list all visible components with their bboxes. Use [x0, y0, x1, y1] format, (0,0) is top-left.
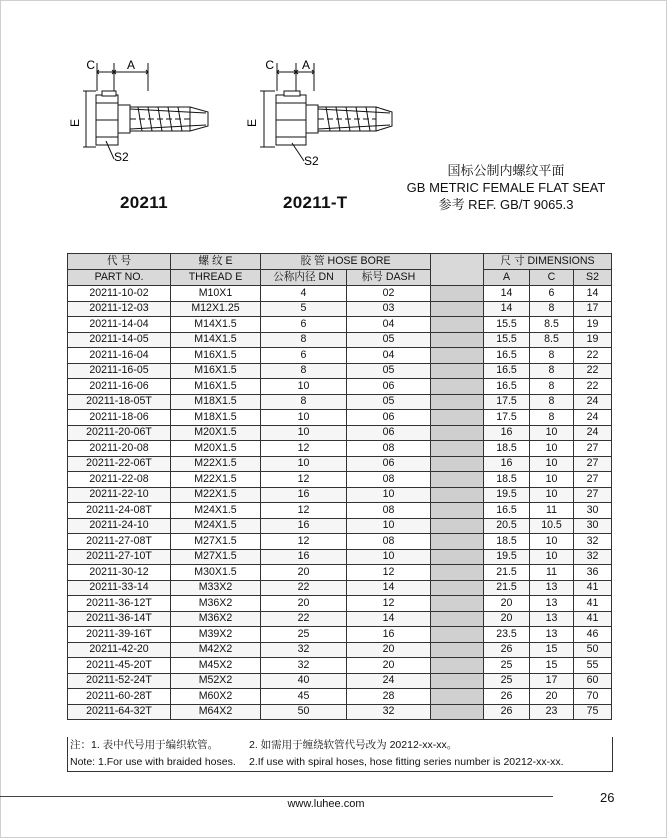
- cell-gap: [431, 363, 484, 379]
- cell-dim-a: 19.5: [484, 487, 530, 503]
- cell-dim-s2: 75: [574, 704, 612, 720]
- spec-table: [67, 253, 612, 720]
- cell-dim-c: 13: [530, 580, 574, 596]
- cell-part-no: 20211-36-14T: [68, 611, 171, 627]
- cell-dim-c: 23: [530, 704, 574, 720]
- header-thread-en: THREAD E: [171, 270, 261, 286]
- cell-dim-s2: 22: [574, 363, 612, 379]
- cell-dim-c: 8.5: [530, 317, 574, 333]
- cell-dim-c: 13: [530, 627, 574, 643]
- dim-a-label: A: [126, 58, 136, 72]
- dim-s2-label: S2: [114, 150, 129, 164]
- fitting-drawing-20211: [68, 55, 228, 175]
- table-row: [68, 456, 612, 472]
- cell-part-no: 20211-27-08T: [68, 534, 171, 550]
- cell-dash: 05: [347, 332, 431, 348]
- cell-gap: [431, 673, 484, 689]
- cell-gap: [431, 379, 484, 395]
- cell-dim-a: 17.5: [484, 394, 530, 410]
- table-row: [68, 487, 612, 503]
- table-row: [68, 301, 612, 317]
- cell-gap: [431, 456, 484, 472]
- cell-dash: 03: [347, 301, 431, 317]
- spec-header: [400, 162, 612, 213]
- cell-dim-a: 23.5: [484, 627, 530, 643]
- cell-dn: 50: [261, 704, 347, 720]
- cell-part-no: 20211-64-32T: [68, 704, 171, 720]
- cell-dim-a: 16: [484, 456, 530, 472]
- table-row: [68, 441, 612, 457]
- cell-part-no: 20211-10-02: [68, 286, 171, 302]
- cell-dim-s2: 41: [574, 580, 612, 596]
- note-cn-2: 2. 如需用于缠绕软管代号改为 20212-xx-xx。: [249, 739, 458, 751]
- cell-dn: 32: [261, 658, 347, 674]
- cell-gap: [431, 332, 484, 348]
- cell-dash: 14: [347, 611, 431, 627]
- table-row: [68, 518, 612, 534]
- cell-dim-c: 8: [530, 301, 574, 317]
- cell-dn: 12: [261, 441, 347, 457]
- cell-thread: M42X2: [171, 642, 261, 658]
- cell-dim-c: 15: [530, 642, 574, 658]
- cell-dim-c: 20: [530, 689, 574, 705]
- dim-c-label: C: [265, 58, 274, 72]
- cell-part-no: 20211-24-10: [68, 518, 171, 534]
- cell-part-no: 20211-22-06T: [68, 456, 171, 472]
- table-row: [68, 503, 612, 519]
- cell-gap: [431, 549, 484, 565]
- table-row: [68, 673, 612, 689]
- cell-dim-a: 25: [484, 673, 530, 689]
- cell-part-no: 20211-14-04: [68, 317, 171, 333]
- header-dimensions: 尺 寸 DIMENSIONS: [484, 254, 612, 270]
- table-row: [68, 642, 612, 658]
- cell-dim-c: 10: [530, 534, 574, 550]
- cell-dn: 8: [261, 332, 347, 348]
- cell-part-no: 20211-30-12: [68, 565, 171, 581]
- cell-gap: [431, 611, 484, 627]
- cell-dim-s2: 24: [574, 425, 612, 441]
- table-row: [68, 580, 612, 596]
- cell-dim-c: 8: [530, 348, 574, 364]
- cell-part-no: 20211-16-06: [68, 379, 171, 395]
- cell-dash: 06: [347, 410, 431, 426]
- cell-dim-a: 18.5: [484, 472, 530, 488]
- cell-dim-s2: 27: [574, 441, 612, 457]
- cell-thread: M16X1.5: [171, 348, 261, 364]
- cell-dim-s2: 27: [574, 487, 612, 503]
- cell-dim-c: 8: [530, 379, 574, 395]
- cell-dim-a: 14: [484, 286, 530, 302]
- dim-c-label: C: [86, 58, 95, 72]
- cell-dn: 8: [261, 394, 347, 410]
- cell-dn: 22: [261, 580, 347, 596]
- header-dim-a: A: [484, 270, 530, 286]
- table-row: [68, 410, 612, 426]
- cell-dim-c: 8: [530, 394, 574, 410]
- cell-gap: [431, 472, 484, 488]
- cell-dim-a: 16.5: [484, 363, 530, 379]
- cell-dim-s2: 41: [574, 611, 612, 627]
- cell-dash: 20: [347, 642, 431, 658]
- cell-part-no: 20211-22-10: [68, 487, 171, 503]
- table-row: [68, 348, 612, 364]
- cell-dn: 10: [261, 425, 347, 441]
- cell-thread: M33X2: [171, 580, 261, 596]
- cell-dash: 08: [347, 472, 431, 488]
- cell-dim-s2: 24: [574, 394, 612, 410]
- cell-thread: M22X1.5: [171, 472, 261, 488]
- table-row: [68, 332, 612, 348]
- cell-dash: 12: [347, 565, 431, 581]
- cell-dn: 10: [261, 410, 347, 426]
- cell-dim-c: 6: [530, 286, 574, 302]
- note-cn-1: 注：1. 表中代号用于编织软管。: [70, 739, 219, 751]
- cell-dn: 16: [261, 549, 347, 565]
- cell-part-no: 20211-33-14: [68, 580, 171, 596]
- cell-part-no: 20211-36-12T: [68, 596, 171, 612]
- cell-dim-a: 18.5: [484, 534, 530, 550]
- cell-gap: [431, 441, 484, 457]
- cell-dim-s2: 22: [574, 348, 612, 364]
- table-row: [68, 317, 612, 333]
- header-hose-bore: 胶 管 HOSE BORE: [261, 254, 431, 270]
- dim-e-label: E: [68, 118, 82, 128]
- cell-gap: [431, 642, 484, 658]
- cell-dim-s2: 30: [574, 518, 612, 534]
- cell-dash: 32: [347, 704, 431, 720]
- cell-dash: 28: [347, 689, 431, 705]
- cell-dim-a: 20: [484, 596, 530, 612]
- cell-dash: 16: [347, 627, 431, 643]
- cell-dim-a: 16.5: [484, 503, 530, 519]
- table-row: [68, 658, 612, 674]
- cell-dim-a: 17.5: [484, 410, 530, 426]
- cell-dash: 12: [347, 596, 431, 612]
- cell-dim-c: 8.5: [530, 332, 574, 348]
- cell-dash: 05: [347, 363, 431, 379]
- cell-thread: M45X2: [171, 658, 261, 674]
- table-row: [68, 611, 612, 627]
- header-part-no-en: PART NO.: [68, 270, 171, 286]
- cell-gap: [431, 301, 484, 317]
- cell-dash: 10: [347, 518, 431, 534]
- cell-dim-c: 8: [530, 410, 574, 426]
- cell-dim-s2: 22: [574, 379, 612, 395]
- cell-gap: [431, 627, 484, 643]
- spec-title-cn: 国标公制内螺纹平面: [447, 163, 565, 178]
- cell-dash: 06: [347, 425, 431, 441]
- cell-dim-s2: 27: [574, 472, 612, 488]
- cell-thread: M20X1.5: [171, 441, 261, 457]
- cell-gap: [431, 596, 484, 612]
- notes-box: [67, 737, 613, 772]
- cell-dash: 06: [347, 456, 431, 472]
- table-row: [68, 379, 612, 395]
- cell-dn: 20: [261, 565, 347, 581]
- cell-part-no: 20211-39-16T: [68, 627, 171, 643]
- header-dn: 公称内径 DN: [261, 270, 347, 286]
- cell-dim-s2: 17: [574, 301, 612, 317]
- cell-part-no: 20211-22-08: [68, 472, 171, 488]
- cell-dim-s2: 46: [574, 627, 612, 643]
- cell-dim-s2: 24: [574, 410, 612, 426]
- cell-part-no: 20211-42-20: [68, 642, 171, 658]
- cell-dash: 14: [347, 580, 431, 596]
- cell-gap: [431, 518, 484, 534]
- cell-thread: M27X1.5: [171, 549, 261, 565]
- cell-dash: 10: [347, 487, 431, 503]
- cell-dn: 12: [261, 503, 347, 519]
- cell-thread: M27X1.5: [171, 534, 261, 550]
- cell-dn: 40: [261, 673, 347, 689]
- cell-thread: M10X1: [171, 286, 261, 302]
- cell-gap: [431, 565, 484, 581]
- table-row: [68, 534, 612, 550]
- cell-dim-a: 15.5: [484, 317, 530, 333]
- cell-dash: 04: [347, 317, 431, 333]
- cell-dim-c: 13: [530, 611, 574, 627]
- cell-dash: 02: [347, 286, 431, 302]
- table-row: [68, 286, 612, 302]
- cell-dim-c: 15: [530, 658, 574, 674]
- cell-gap: [431, 410, 484, 426]
- cell-dim-c: 8: [530, 363, 574, 379]
- cell-dash: 05: [347, 394, 431, 410]
- cell-dn: 25: [261, 627, 347, 643]
- cell-dim-s2: 27: [574, 456, 612, 472]
- cell-thread: M12X1.25: [171, 301, 261, 317]
- model-label-20211-t: 20211-T: [283, 193, 348, 212]
- cell-dim-s2: 32: [574, 534, 612, 550]
- fitting-drawing-20211-t: [245, 55, 410, 175]
- cell-part-no: 20211-20-08: [68, 441, 171, 457]
- cell-thread: M14X1.5: [171, 317, 261, 333]
- cell-part-no: 20211-27-10T: [68, 549, 171, 565]
- cell-thread: M52X2: [171, 673, 261, 689]
- cell-part-no: 20211-14-05: [68, 332, 171, 348]
- cell-thread: M14X1.5: [171, 332, 261, 348]
- cell-dim-a: 19.5: [484, 549, 530, 565]
- cell-dn: 10: [261, 456, 347, 472]
- table-row: [68, 394, 612, 410]
- cell-dim-s2: 19: [574, 332, 612, 348]
- cell-dn: 32: [261, 642, 347, 658]
- cell-dn: 4: [261, 286, 347, 302]
- cell-dn: 6: [261, 317, 347, 333]
- cell-dim-a: 25: [484, 658, 530, 674]
- cell-dn: 10: [261, 379, 347, 395]
- cell-dash: 06: [347, 379, 431, 395]
- cell-gap: [431, 394, 484, 410]
- cell-dim-s2: 19: [574, 317, 612, 333]
- cell-part-no: 20211-24-08T: [68, 503, 171, 519]
- cell-dash: 04: [347, 348, 431, 364]
- cell-dim-c: 10.5: [530, 518, 574, 534]
- cell-dim-a: 26: [484, 642, 530, 658]
- cell-thread: M18X1.5: [171, 394, 261, 410]
- cell-dim-c: 10: [530, 549, 574, 565]
- cell-gap: [431, 348, 484, 364]
- cell-thread: M60X2: [171, 689, 261, 705]
- cell-dash: 10: [347, 549, 431, 565]
- table-row: [68, 704, 612, 720]
- cell-dn: 22: [261, 611, 347, 627]
- cell-dim-s2: 70: [574, 689, 612, 705]
- cell-dn: 12: [261, 472, 347, 488]
- cell-gap: [431, 425, 484, 441]
- cell-part-no: 20211-18-05T: [68, 394, 171, 410]
- cell-thread: M16X1.5: [171, 379, 261, 395]
- cell-dn: 5: [261, 301, 347, 317]
- cell-thread: M36X2: [171, 611, 261, 627]
- cell-part-no: 20211-16-04: [68, 348, 171, 364]
- cell-dim-a: 18.5: [484, 441, 530, 457]
- cell-dn: 45: [261, 689, 347, 705]
- cell-thread: M64X2: [171, 704, 261, 720]
- table-row: [68, 565, 612, 581]
- dim-a-label: A: [301, 58, 311, 72]
- cell-part-no: 20211-60-28T: [68, 689, 171, 705]
- cell-dn: 16: [261, 518, 347, 534]
- dim-e-label: E: [245, 118, 259, 128]
- cell-part-no: 20211-18-06: [68, 410, 171, 426]
- table-row: [68, 472, 612, 488]
- cell-part-no: 20211-45-20T: [68, 658, 171, 674]
- spec-title-en: GB METRIC FEMALE FLAT SEAT: [406, 180, 606, 195]
- table-row: [68, 549, 612, 565]
- cell-dash: 20: [347, 658, 431, 674]
- cell-dim-c: 10: [530, 425, 574, 441]
- cell-part-no: 20211-52-24T: [68, 673, 171, 689]
- cell-gap: [431, 580, 484, 596]
- cell-dim-a: 14: [484, 301, 530, 317]
- table-row: [68, 425, 612, 441]
- header-dim-s2: S2: [574, 270, 612, 286]
- cell-dim-s2: 14: [574, 286, 612, 302]
- cell-dim-s2: 55: [574, 658, 612, 674]
- dim-s2-label: S2: [304, 154, 319, 168]
- footer-divider: [0, 796, 553, 797]
- cell-gap: [431, 317, 484, 333]
- cell-dim-a: 16.5: [484, 379, 530, 395]
- cell-dn: 16: [261, 487, 347, 503]
- table-row: [68, 596, 612, 612]
- cell-dim-c: 17: [530, 673, 574, 689]
- cell-part-no: 20211-12-03: [68, 301, 171, 317]
- cell-thread: M24X1.5: [171, 518, 261, 534]
- cell-dn: 12: [261, 534, 347, 550]
- cell-thread: M22X1.5: [171, 456, 261, 472]
- cell-thread: M18X1.5: [171, 410, 261, 426]
- cell-dash: 08: [347, 503, 431, 519]
- cell-dash: 24: [347, 673, 431, 689]
- cell-dim-a: 20.5: [484, 518, 530, 534]
- cell-dim-s2: 50: [574, 642, 612, 658]
- table-row: [68, 627, 612, 643]
- cell-dim-s2: 36: [574, 565, 612, 581]
- table-row: [68, 363, 612, 379]
- spec-reference: 参考 REF. GB/T 9065.3: [438, 197, 574, 212]
- cell-gap: [431, 534, 484, 550]
- table-row: [68, 689, 612, 705]
- cell-dim-c: 10: [530, 441, 574, 457]
- cell-dim-c: 10: [530, 456, 574, 472]
- cell-dn: 6: [261, 348, 347, 364]
- model-label-20211: 20211: [120, 193, 168, 212]
- cell-thread: M39X2: [171, 627, 261, 643]
- cell-dim-c: 11: [530, 565, 574, 581]
- cell-dim-a: 16: [484, 425, 530, 441]
- header-thread-cn: 螺 纹 E: [171, 254, 261, 270]
- cell-gap: [431, 503, 484, 519]
- cell-dim-a: 20: [484, 611, 530, 627]
- cell-gap: [431, 286, 484, 302]
- cell-dim-c: 10: [530, 472, 574, 488]
- cell-thread: M24X1.5: [171, 503, 261, 519]
- cell-part-no: 20211-16-05: [68, 363, 171, 379]
- cell-dim-a: 21.5: [484, 580, 530, 596]
- website-link[interactable]: www.luhee.com: [287, 798, 365, 810]
- cell-dim-s2: 32: [574, 549, 612, 565]
- note-en-2: 2.If use with spiral hoses, hose fitting series number is 20212-xx-xx.: [249, 756, 564, 768]
- cell-gap: [431, 487, 484, 503]
- cell-part-no: 20211-20-06T: [68, 425, 171, 441]
- page-number: 26: [600, 790, 615, 805]
- header-dash: 标号 DASH: [347, 270, 431, 286]
- cell-dn: 20: [261, 596, 347, 612]
- cell-thread: M20X1.5: [171, 425, 261, 441]
- cell-dim-s2: 30: [574, 503, 612, 519]
- cell-dash: 08: [347, 441, 431, 457]
- cell-thread: M36X2: [171, 596, 261, 612]
- cell-dim-a: 21.5: [484, 565, 530, 581]
- note-en-1: Note: 1.For use with braided hoses.: [70, 756, 236, 768]
- cell-thread: M30X1.5: [171, 565, 261, 581]
- cell-dash: 08: [347, 534, 431, 550]
- cell-thread: M22X1.5: [171, 487, 261, 503]
- cell-thread: M16X1.5: [171, 363, 261, 379]
- cell-dim-s2: 41: [574, 596, 612, 612]
- cell-gap: [431, 658, 484, 674]
- cell-dim-c: 10: [530, 487, 574, 503]
- cell-gap: [431, 704, 484, 720]
- cell-dim-a: 26: [484, 704, 530, 720]
- cell-dim-s2: 60: [574, 673, 612, 689]
- header-dim-c: C: [530, 270, 574, 286]
- cell-gap: [431, 689, 484, 705]
- cell-dim-a: 15.5: [484, 332, 530, 348]
- cell-dim-c: 13: [530, 596, 574, 612]
- cell-dn: 8: [261, 363, 347, 379]
- header-gap: [431, 254, 484, 286]
- cell-dim-c: 11: [530, 503, 574, 519]
- header-part-no-cn: 代 号: [68, 254, 171, 270]
- cell-dim-a: 26: [484, 689, 530, 705]
- cell-dim-a: 16.5: [484, 348, 530, 364]
